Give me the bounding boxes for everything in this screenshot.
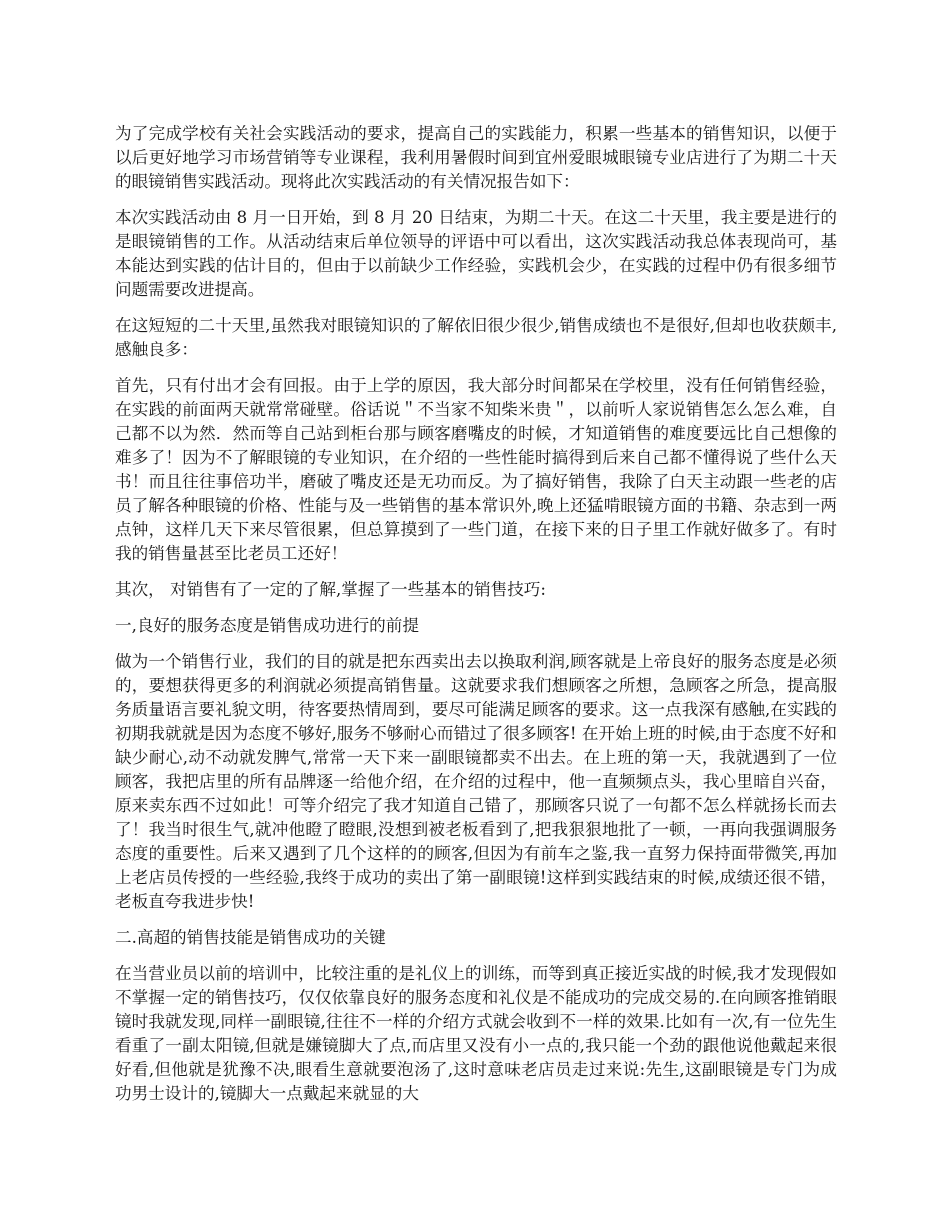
first-point-paragraph: 首先，只有付出才会有回报。由于上学的原因，我大部分时间都呆在学校里，没有任何销售经验，在实践的前面两天就常常碰壁。俗话说＂不当家不知柴米贵＂，以前听人家说销售怎么怎么难，自己都不以为然．然而等自己站到柜台那与顾客磨嘴皮的时候，才知道销售的难度要远比自己想像的难多了！因为不了解眼镜的专业知识，在介绍的一些性能时搞得到后来自己都不懂得说了些什么天书！而且往往事倍功半，磨破了嘴皮还是无功而反。为了搞好销售，我除了白天主动跟一些老的店员了解各种眼镜的价格、性能与及一些销售的基本常识外,晚上还猛啃眼镜方面的书籍、杂志到一两点钟，这样几天下来尽管很累，但总算摸到了一些门道，在接下来的日子里工作就好做多了。有时我的销售量甚至比老员工还好！ bbox=[115, 376, 837, 563]
section-heading-service-attitude: 一,良好的服务态度是销售成功进行的前提 bbox=[115, 616, 419, 635]
section-heading-sales-skills: 二.高超的销售技能是销售成功的关键 bbox=[115, 928, 386, 947]
service-attitude-paragraph: 做为一个销售行业，我们的目的就是把东西卖出去以换取利润,顾客就是上帝良好的服务态度是必须的，要想获得更多的利润就必须提高销售量。这就要求我们想顾客之所想，急顾客之所急，提高服务质量语言要礼貌文明，待客要热情周到，要尽可能满足顾客的要求。这一点我深有感触,在实践的初期我就就是因为态度不够好,服务不够耐心而错过了很多顾客! 在开始上班的时候,由于态度不好和缺少耐心,动不动就发脾气,常常一天下来一副眼镜都卖不出去。在上班的第一天，我就遇到了一位顾客，我把店里的所有品牌逐一给他介绍，在介绍的过程中，他一直频频点头，我心里暗自兴奋，原来卖东西不过如此！可等介绍完了我才知道自己错了，那顾客只说了一句都不怎么样就扬长而去了！我当时很生气,就冲他瞪了瞪眼,没想到被老板看到了,把我狠狠地批了一顿，一再向我强调服务态度的重要性。后来又遇到了几个这样的的顾客,但因为有前车之鉴,我一直努力保持面带微笑,再加上老店员传授的一些经验,我终于成功的卖出了第一副眼镜!这样到实践结束的时候,成绩还很不错，老板直夸我进步快! bbox=[115, 652, 837, 911]
sales-skills-paragraph: 在当营业员以前的培训中，比较注重的是礼仪上的训练，而等到真正接近实战的时候,我才发现假如不掌握一定的销售技巧，仅仅依靠良好的服务态度和礼仪是不能成功的完成交易的.在向顾客推销眼镜时我就发现,同样一副眼镜,往往不一样的介绍方式就会收到不一样的效果.比如有一次,有一位先生看重了一副太阳镜,但就是嫌镜脚大了点,而店里又没有小一点的,我只能一个劲的跟他说他戴起来很好看,但他就是犹豫不决,眼看生意就要泡汤了,这时意味老店员走过来说:先生,这副眼镜是专门为成功男士设计的,镜脚大一点戴起来就显的大 bbox=[115, 964, 837, 1103]
second-point-paragraph: 其次， 对销售有了一定的了解,掌握了一些基本的销售技巧: bbox=[115, 580, 546, 599]
activity-overview-paragraph: 本次实践活动由 8 月一日开始，到 8 月 20 日结束，为期二十天。在这二十天里，我主要是进行的是眼镜销售的工作。从活动结束后单位领导的评语中可以看出，这次实践活动我总体表现尚可，基本能达到实践的估计目的，但由于以前缺少工作经验，实践机会少，在实践的过程中仍有很多细节问题需要改进提高。 bbox=[115, 208, 837, 299]
document-body bbox=[115, 122, 837, 1118]
reflection-intro-paragraph: 在这短短的二十天里,虽然我对眼镜知识的了解依旧很少很少,销售成绩也不是很好,但却也收获颇丰,感触良多： bbox=[115, 316, 837, 359]
intro-paragraph: 为了完成学校有关社会实践活动的要求，提高自己的实践能力，积累一些基本的销售知识，以便于以后更好地学习市场营销等专业课程，我利用暑假时间到宜州爱眼城眼镜专业店进行了为期二十天的眼镜销售实践活动。现将此次实践活动的有关情况报告如下： bbox=[115, 124, 837, 191]
